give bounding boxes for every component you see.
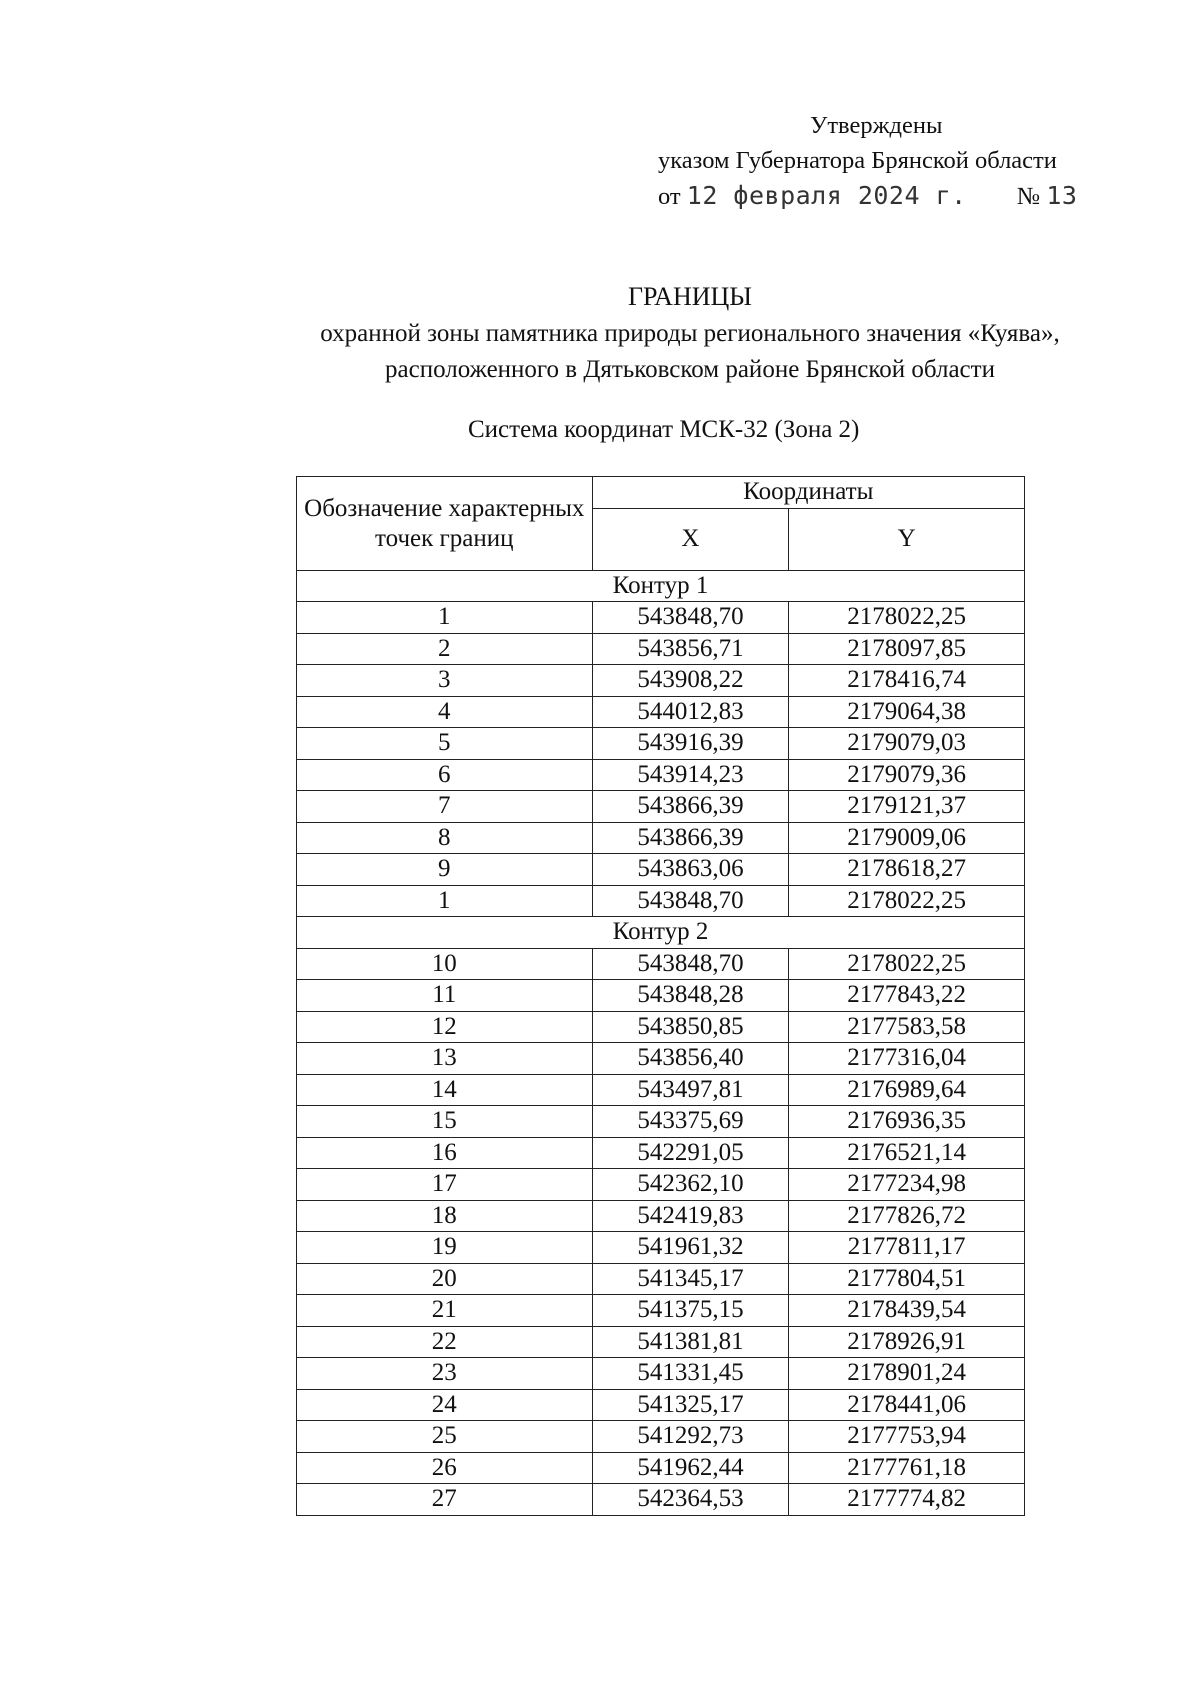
approval-block — [658, 108, 1198, 214]
contour-name: Контур 2 — [297, 917, 1025, 949]
y-coordinate-cell: 2178022,25 — [789, 948, 1025, 980]
y-coordinate-cell: 2178926,91 — [789, 1326, 1025, 1358]
x-coordinate-cell: 543375,69 — [592, 1106, 789, 1138]
x-coordinate-cell: 542362,10 — [592, 1169, 789, 1201]
coordinates-table — [296, 476, 1025, 1516]
coordinate-system-caption: Система координат МСК-32 (Зона 2) — [468, 416, 860, 443]
approval-date: 12 февраля 2024 г. — [686, 181, 967, 210]
point-number-cell: 18 — [297, 1200, 593, 1232]
x-coordinate-cell: 543908,22 — [592, 665, 789, 697]
x-coordinate-cell: 541325,17 — [592, 1389, 789, 1421]
y-coordinate-cell: 2177843,22 — [789, 980, 1025, 1012]
contour-name: Контур 1 — [297, 570, 1025, 602]
point-number-cell: 21 — [297, 1295, 593, 1327]
point-number-cell: 3 — [297, 665, 593, 697]
table-row — [297, 1137, 1025, 1169]
x-coordinate-cell: 541375,15 — [592, 1295, 789, 1327]
y-coordinate-cell: 2177583,58 — [789, 1011, 1025, 1043]
y-coordinate-cell: 2178022,25 — [789, 602, 1025, 634]
x-coordinate-cell: 543497,81 — [592, 1074, 789, 1106]
table-row — [297, 948, 1025, 980]
approval-date-line — [658, 178, 1198, 214]
y-coordinate-cell: 2177234,98 — [789, 1169, 1025, 1201]
table-row — [297, 1358, 1025, 1390]
y-coordinate-cell: 2178022,25 — [789, 885, 1025, 917]
table-row — [297, 1484, 1025, 1516]
table-row — [297, 1263, 1025, 1295]
x-coordinate-cell: 543856,71 — [592, 633, 789, 665]
point-number-cell: 19 — [297, 1232, 593, 1264]
table-body — [297, 570, 1025, 1515]
y-coordinate-cell: 2176521,14 — [789, 1137, 1025, 1169]
y-coordinate-cell: 2178901,24 — [789, 1358, 1025, 1390]
y-coordinate-cell: 2176936,35 — [789, 1106, 1025, 1138]
y-coordinate-cell: 2178097,85 — [789, 633, 1025, 665]
x-coordinate-cell: 543848,28 — [592, 980, 789, 1012]
table-row — [297, 1452, 1025, 1484]
table-row — [297, 1106, 1025, 1138]
point-number-cell: 25 — [297, 1421, 593, 1453]
point-number-cell: 20 — [297, 1263, 593, 1295]
point-number-cell: 7 — [297, 791, 593, 823]
table-row — [297, 1389, 1025, 1421]
table-row — [297, 1074, 1025, 1106]
point-number-cell: 16 — [297, 1137, 593, 1169]
point-number-cell: 1 — [297, 885, 593, 917]
y-coordinate-cell: 2179121,37 — [789, 791, 1025, 823]
approval-authority: указом Губернатора Брянской области — [658, 147, 1057, 174]
x-coordinate-cell: 544012,83 — [592, 696, 789, 728]
table-row — [297, 885, 1025, 917]
table-row — [297, 980, 1025, 1012]
document-subtitle-line-1: охранной зоны памятника природы регионального значения «Куява», — [320, 320, 1060, 347]
y-coordinate-cell: 2178439,54 — [789, 1295, 1025, 1327]
x-coordinate-cell: 541331,45 — [592, 1358, 789, 1390]
table-row — [297, 1232, 1025, 1264]
header-x: X — [592, 508, 789, 570]
y-coordinate-cell: 2179009,06 — [789, 822, 1025, 854]
point-number-cell: 6 — [297, 759, 593, 791]
point-number-cell: 17 — [297, 1169, 593, 1201]
y-coordinate-cell: 2177811,17 — [789, 1232, 1025, 1264]
approval-heading: Утверждены — [810, 112, 943, 139]
approval-number-label: № — [1016, 183, 1041, 210]
point-number-cell: 11 — [297, 980, 593, 1012]
point-number-cell: 2 — [297, 633, 593, 665]
x-coordinate-cell: 542419,83 — [592, 1200, 789, 1232]
x-coordinate-cell: 542291,05 — [592, 1137, 789, 1169]
point-number-cell: 4 — [297, 696, 593, 728]
table-row — [297, 633, 1025, 665]
x-coordinate-cell: 541292,73 — [592, 1421, 789, 1453]
point-number-cell: 8 — [297, 822, 593, 854]
point-number-cell: 26 — [297, 1452, 593, 1484]
x-coordinate-cell: 543863,06 — [592, 854, 789, 886]
y-coordinate-cell: 2179079,03 — [789, 728, 1025, 760]
table-row — [297, 822, 1025, 854]
x-coordinate-cell: 541381,81 — [592, 1326, 789, 1358]
x-coordinate-cell: 543866,39 — [592, 791, 789, 823]
point-number-cell: 10 — [297, 948, 593, 980]
x-coordinate-cell: 541962,44 — [592, 1452, 789, 1484]
y-coordinate-cell: 2177804,51 — [789, 1263, 1025, 1295]
table-row — [297, 854, 1025, 886]
table-row — [297, 665, 1025, 697]
x-coordinate-cell: 543848,70 — [592, 602, 789, 634]
table-row — [297, 602, 1025, 634]
contour-header-row — [297, 570, 1025, 602]
table-header-row — [297, 477, 1025, 509]
point-number-cell: 15 — [297, 1106, 593, 1138]
x-coordinate-cell: 541961,32 — [592, 1232, 789, 1264]
table-row — [297, 1326, 1025, 1358]
y-coordinate-cell: 2179079,36 — [789, 759, 1025, 791]
approval-number: 13 — [1046, 181, 1078, 210]
table-row — [297, 791, 1025, 823]
table-row — [297, 728, 1025, 760]
table-row — [297, 1421, 1025, 1453]
table-row — [297, 696, 1025, 728]
x-coordinate-cell: 543914,23 — [592, 759, 789, 791]
table-row — [297, 1043, 1025, 1075]
point-number-cell: 14 — [297, 1074, 593, 1106]
y-coordinate-cell: 2177826,72 — [789, 1200, 1025, 1232]
x-coordinate-cell: 543866,39 — [592, 822, 789, 854]
approval-date-prefix: от — [658, 183, 681, 210]
table-row — [297, 1200, 1025, 1232]
y-coordinate-cell: 2178416,74 — [789, 665, 1025, 697]
contour-header-row — [297, 917, 1025, 949]
point-number-cell: 13 — [297, 1043, 593, 1075]
x-coordinate-cell: 541345,17 — [592, 1263, 789, 1295]
point-number-cell: 1 — [297, 602, 593, 634]
y-coordinate-cell: 2176989,64 — [789, 1074, 1025, 1106]
y-coordinate-cell: 2178441,06 — [789, 1389, 1025, 1421]
y-coordinate-cell: 2178618,27 — [789, 854, 1025, 886]
y-coordinate-cell: 2177761,18 — [789, 1452, 1025, 1484]
point-number-cell: 22 — [297, 1326, 593, 1358]
x-coordinate-cell: 543850,85 — [592, 1011, 789, 1043]
table-row — [297, 1295, 1025, 1327]
point-number-cell: 9 — [297, 854, 593, 886]
point-number-cell: 27 — [297, 1484, 593, 1516]
table-row — [297, 1011, 1025, 1043]
y-coordinate-cell: 2177774,82 — [789, 1484, 1025, 1516]
x-coordinate-cell: 543916,39 — [592, 728, 789, 760]
x-coordinate-cell: 542364,53 — [592, 1484, 789, 1516]
y-coordinate-cell: 2179064,38 — [789, 696, 1025, 728]
x-coordinate-cell: 543848,70 — [592, 948, 789, 980]
point-number-cell: 12 — [297, 1011, 593, 1043]
header-coordinates: Координаты — [592, 477, 1024, 509]
point-number-cell: 24 — [297, 1389, 593, 1421]
table-row — [297, 759, 1025, 791]
y-coordinate-cell: 2177316,04 — [789, 1043, 1025, 1075]
header-points: Обозначение характерных точек границ — [297, 477, 593, 571]
x-coordinate-cell: 543856,40 — [592, 1043, 789, 1075]
y-coordinate-cell: 2177753,94 — [789, 1421, 1025, 1453]
table-row — [297, 1169, 1025, 1201]
document-title: ГРАНИЦЫ — [628, 282, 752, 311]
header-y: Y — [789, 508, 1025, 570]
document-subtitle-line-2: расположенного в Дятьковском районе Брянской области — [385, 356, 995, 383]
point-number-cell: 23 — [297, 1358, 593, 1390]
x-coordinate-cell: 543848,70 — [592, 885, 789, 917]
point-number-cell: 5 — [297, 728, 593, 760]
